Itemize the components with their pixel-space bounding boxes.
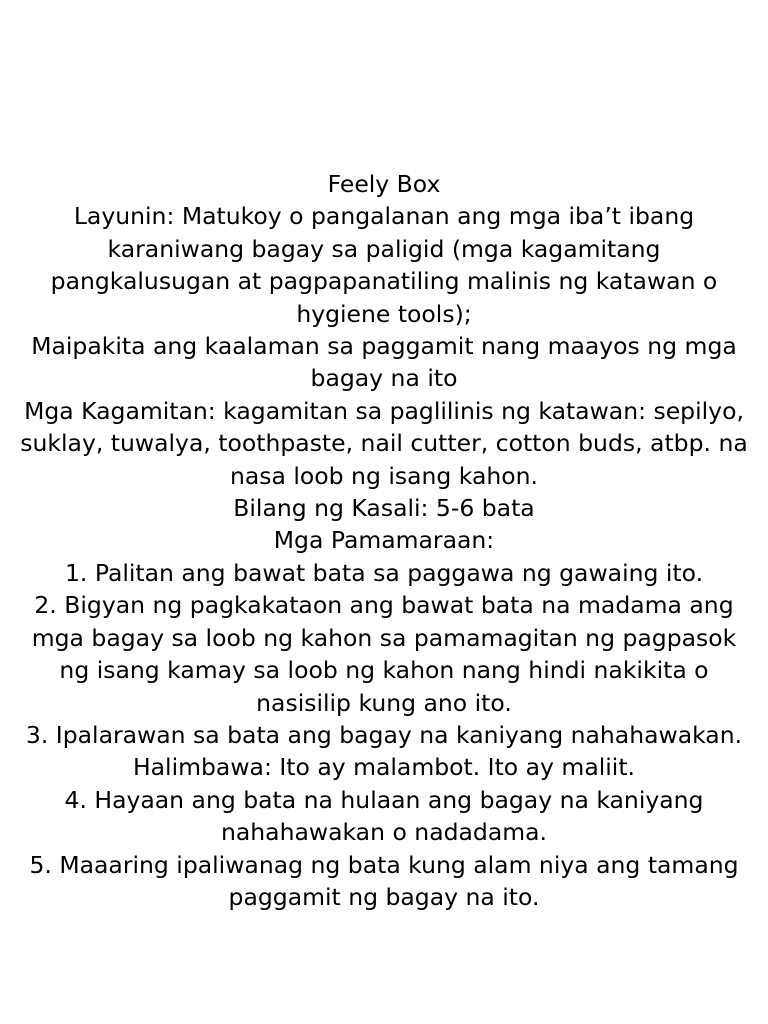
procedure-step-1: 1. Palitan ang bawat bata sa paggawa ng gawaing ito. xyxy=(64,558,704,587)
document-title: Feely Box xyxy=(327,170,441,198)
procedure-step-3: 3. Ipalarawan sa bata ang bagay na kaniyang nahahawakan. Halimbawa: Ito ay malambot. Ito ay maliit. xyxy=(25,720,743,782)
procedure-step-2: 2. Bigyan ng pagkakataon ang bawat bata na madama ang mga bagay sa loob ng kahon sa pamamagitan ng pagpasok ng isang kamay sa loob ng kahon nang hindi nakikita o nasisilip kung ano ito. xyxy=(31,591,737,717)
document-body xyxy=(20,168,748,913)
participants-line: Bilang ng Kasali: 5-6 bata xyxy=(233,494,535,523)
procedure-step-5: 5. Maaaring ipaliwanag ng bata kung alam niya ang tamang paggamit ng bagay na ito. xyxy=(29,850,739,911)
materials-paragraph: Mga Kagamitan: kagamitan sa paglilinis ng katawan: sepilyo, suklay, tuwalya, toothpaste, nail cutter, cotton buds, atbp. na nasa loob ng isang kahon. xyxy=(20,396,748,490)
procedures-heading: Mga Pamamaraan: xyxy=(273,526,495,555)
objective-paragraph: Layunin: Matukoy o pangalanan ang mga iba’t ibang karaniwang bagay sa paligid (mga kagamitang pangkalusugan at pagpapanatiling malinis ng katawan o hygiene tools); xyxy=(50,202,718,328)
objective-paragraph-2: Maipakita ang kaalaman sa paggamit nang maayos ng mga bagay na ito xyxy=(31,332,737,393)
procedure-step-4: 4. Hayaan ang bata na hulaan ang bagay na kaniyang nahahawakan o nadadama. xyxy=(64,785,704,847)
